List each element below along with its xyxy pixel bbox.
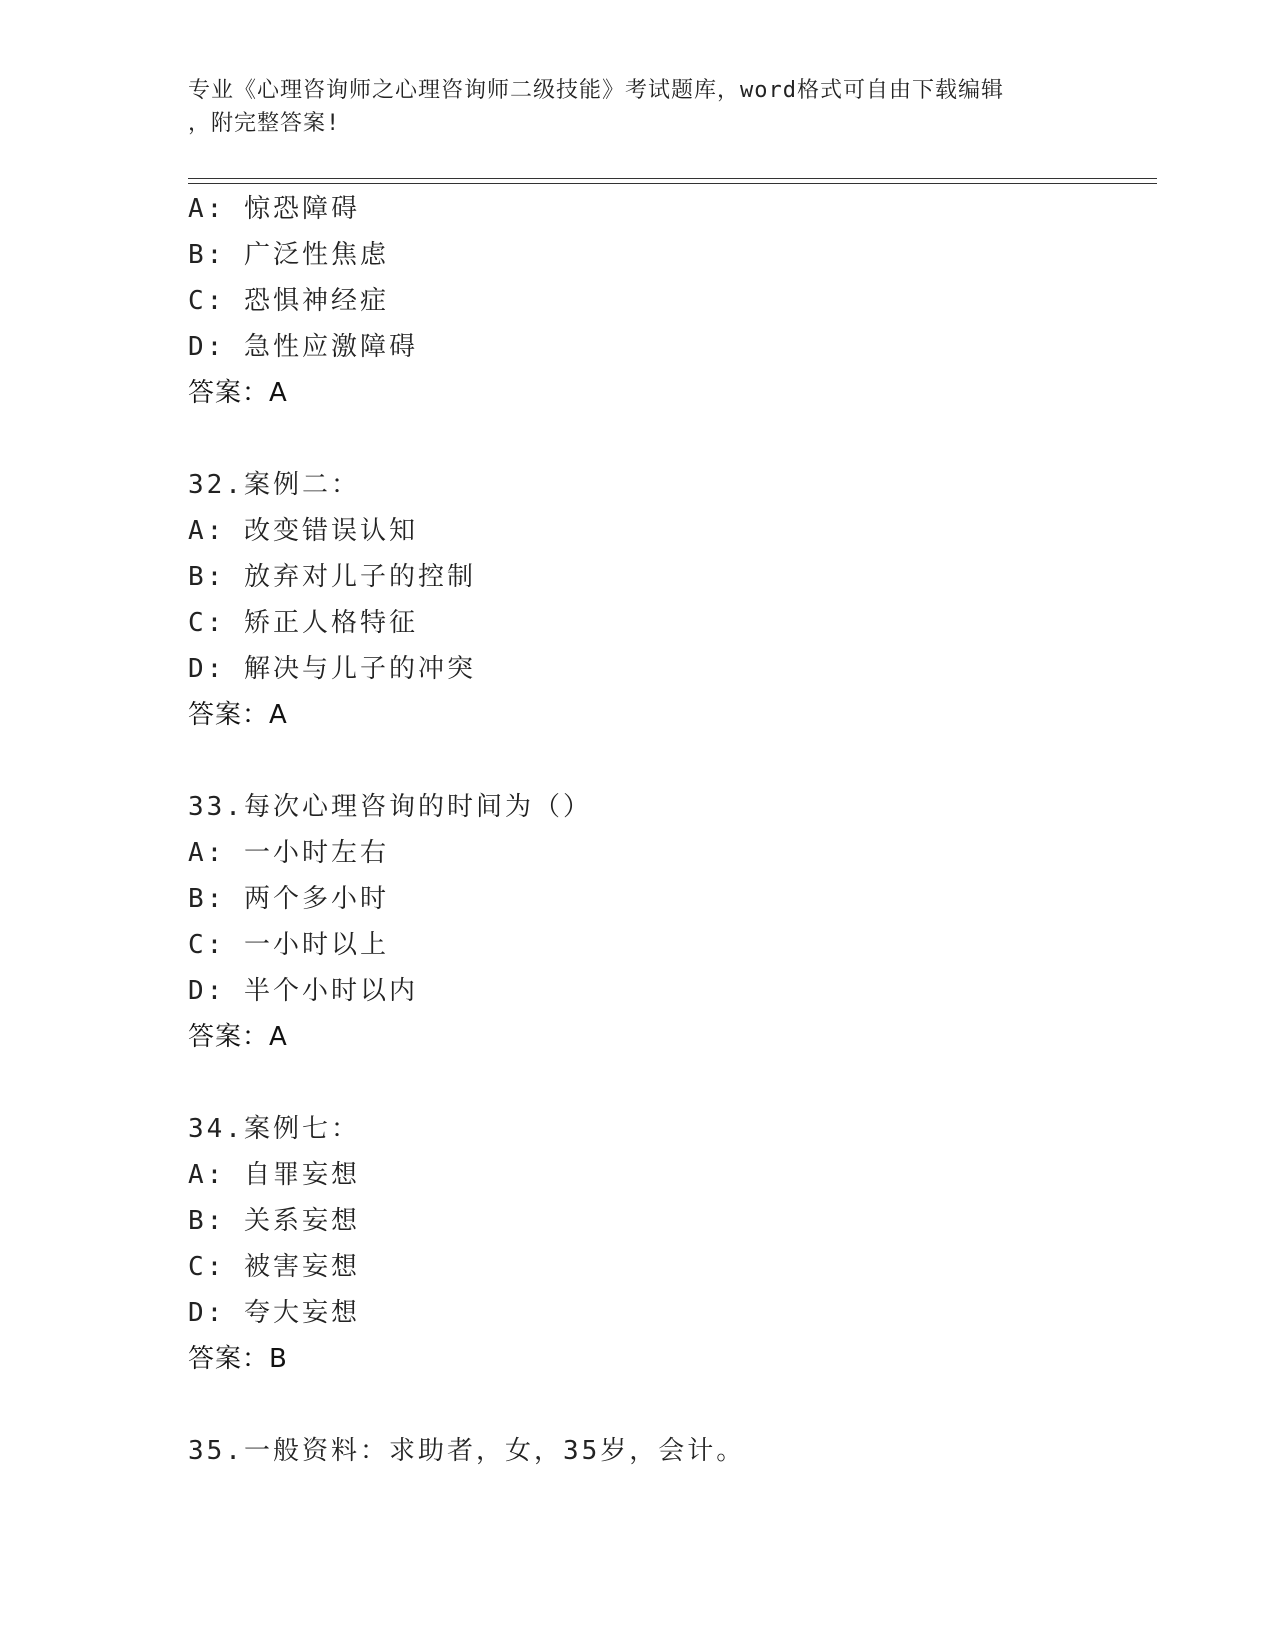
option-b: B: 两个多小时 xyxy=(188,884,389,914)
question-list xyxy=(188,186,1148,1520)
answer: 答案：A xyxy=(188,1022,288,1052)
header-line-1: 专业《心理咨询师之心理咨询师二级技能》考试题库，word格式可自由下载编辑 xyxy=(188,78,1004,103)
option-c: C: 被害妄想 xyxy=(188,1252,360,1282)
option-d: D: 解决与儿子的冲突 xyxy=(188,654,476,684)
header-divider-top xyxy=(188,178,1157,179)
option-c: C: 矫正人格特征 xyxy=(188,608,418,638)
header-line-2: ，附完整答案! xyxy=(188,111,341,136)
option-d: D: 半个小时以内 xyxy=(188,976,418,1006)
question-title: 33.每次心理咨询的时间为（） xyxy=(188,792,592,822)
header-divider-bottom xyxy=(188,183,1157,184)
question-33 xyxy=(188,784,1148,1060)
answer: 答案：A xyxy=(188,378,288,408)
question-title: 35.一般资料：求助者，女，35岁，会计。 xyxy=(188,1436,746,1466)
option-d: D: 夸大妄想 xyxy=(188,1298,360,1328)
option-a: A: 自罪妄想 xyxy=(188,1160,360,1190)
question-32 xyxy=(188,462,1148,738)
option-a: A: 改变错误认知 xyxy=(188,516,418,546)
option-b: B: 关系妄想 xyxy=(188,1206,360,1236)
answer: 答案：A xyxy=(188,700,288,730)
question-31 xyxy=(188,186,1148,416)
option-c: C: 一小时以上 xyxy=(188,930,389,960)
option-c: C: 恐惧神经症 xyxy=(188,286,389,316)
option-b: B: 广泛性焦虑 xyxy=(188,240,389,270)
question-34 xyxy=(188,1106,1148,1382)
question-title: 32.案例二： xyxy=(188,470,360,500)
option-a: A: 一小时左右 xyxy=(188,838,389,868)
document-header xyxy=(188,74,1088,140)
option-d: D: 急性应激障碍 xyxy=(188,332,418,362)
question-title: 34.案例七： xyxy=(188,1114,360,1144)
answer: 答案：B xyxy=(188,1344,288,1374)
option-b: B: 放弃对儿子的控制 xyxy=(188,562,476,592)
option-a: A: 惊恐障碍 xyxy=(188,194,360,224)
question-35 xyxy=(188,1428,1148,1474)
